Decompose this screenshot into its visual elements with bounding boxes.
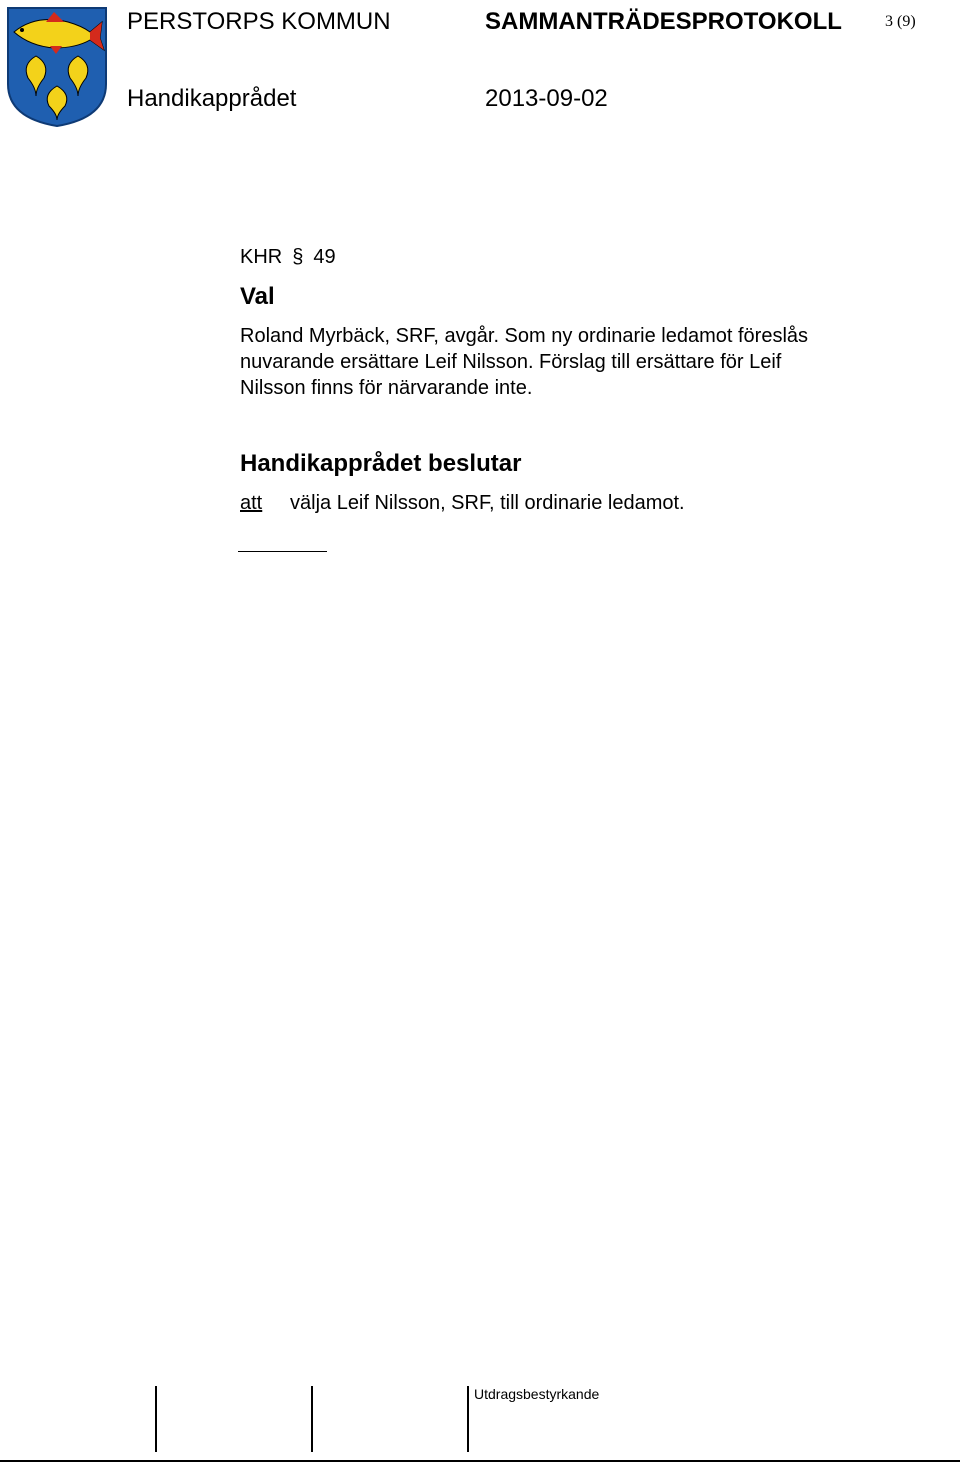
signature-divider: [467, 1386, 469, 1452]
page-number: 3 (9): [885, 13, 916, 30]
section-title: Val: [240, 283, 275, 310]
committee-name: Handikapprådet: [127, 85, 297, 112]
att-label: att: [240, 492, 263, 514]
section-prefix: KHR: [240, 246, 283, 268]
signature-divider: [311, 1386, 313, 1452]
footer-divider: [0, 1460, 960, 1462]
document-type: SAMMANTRÄDESPROTOKOLL: [485, 8, 842, 35]
body-line: Nilsson finns för närvarande inte.: [240, 377, 533, 399]
section-reference: [240, 246, 336, 269]
municipality-name: PERSTORPS KOMMUN: [127, 8, 391, 35]
certification-label: Utdragsbestyrkande: [474, 1386, 600, 1402]
body-line: nuvarande ersättare Leif Nilsson. Förslag till ersättare för Leif: [240, 351, 782, 373]
end-divider: [238, 551, 327, 552]
decision-heading: Handikapprådet beslutar: [240, 450, 522, 477]
signature-divider: [155, 1386, 157, 1452]
section-body: [240, 323, 940, 401]
section-number: 49: [313, 246, 336, 268]
decision-text: välja Leif Nilsson, SRF, till ordinarie ledamot.: [290, 492, 685, 514]
paragraph-sign: §: [292, 246, 304, 268]
body-line: Roland Myrbäck, SRF, avgår. Som ny ordinarie ledamot föreslås: [240, 325, 809, 347]
coat-of-arms-icon: [6, 6, 108, 128]
meeting-date: 2013-09-02: [485, 85, 608, 112]
